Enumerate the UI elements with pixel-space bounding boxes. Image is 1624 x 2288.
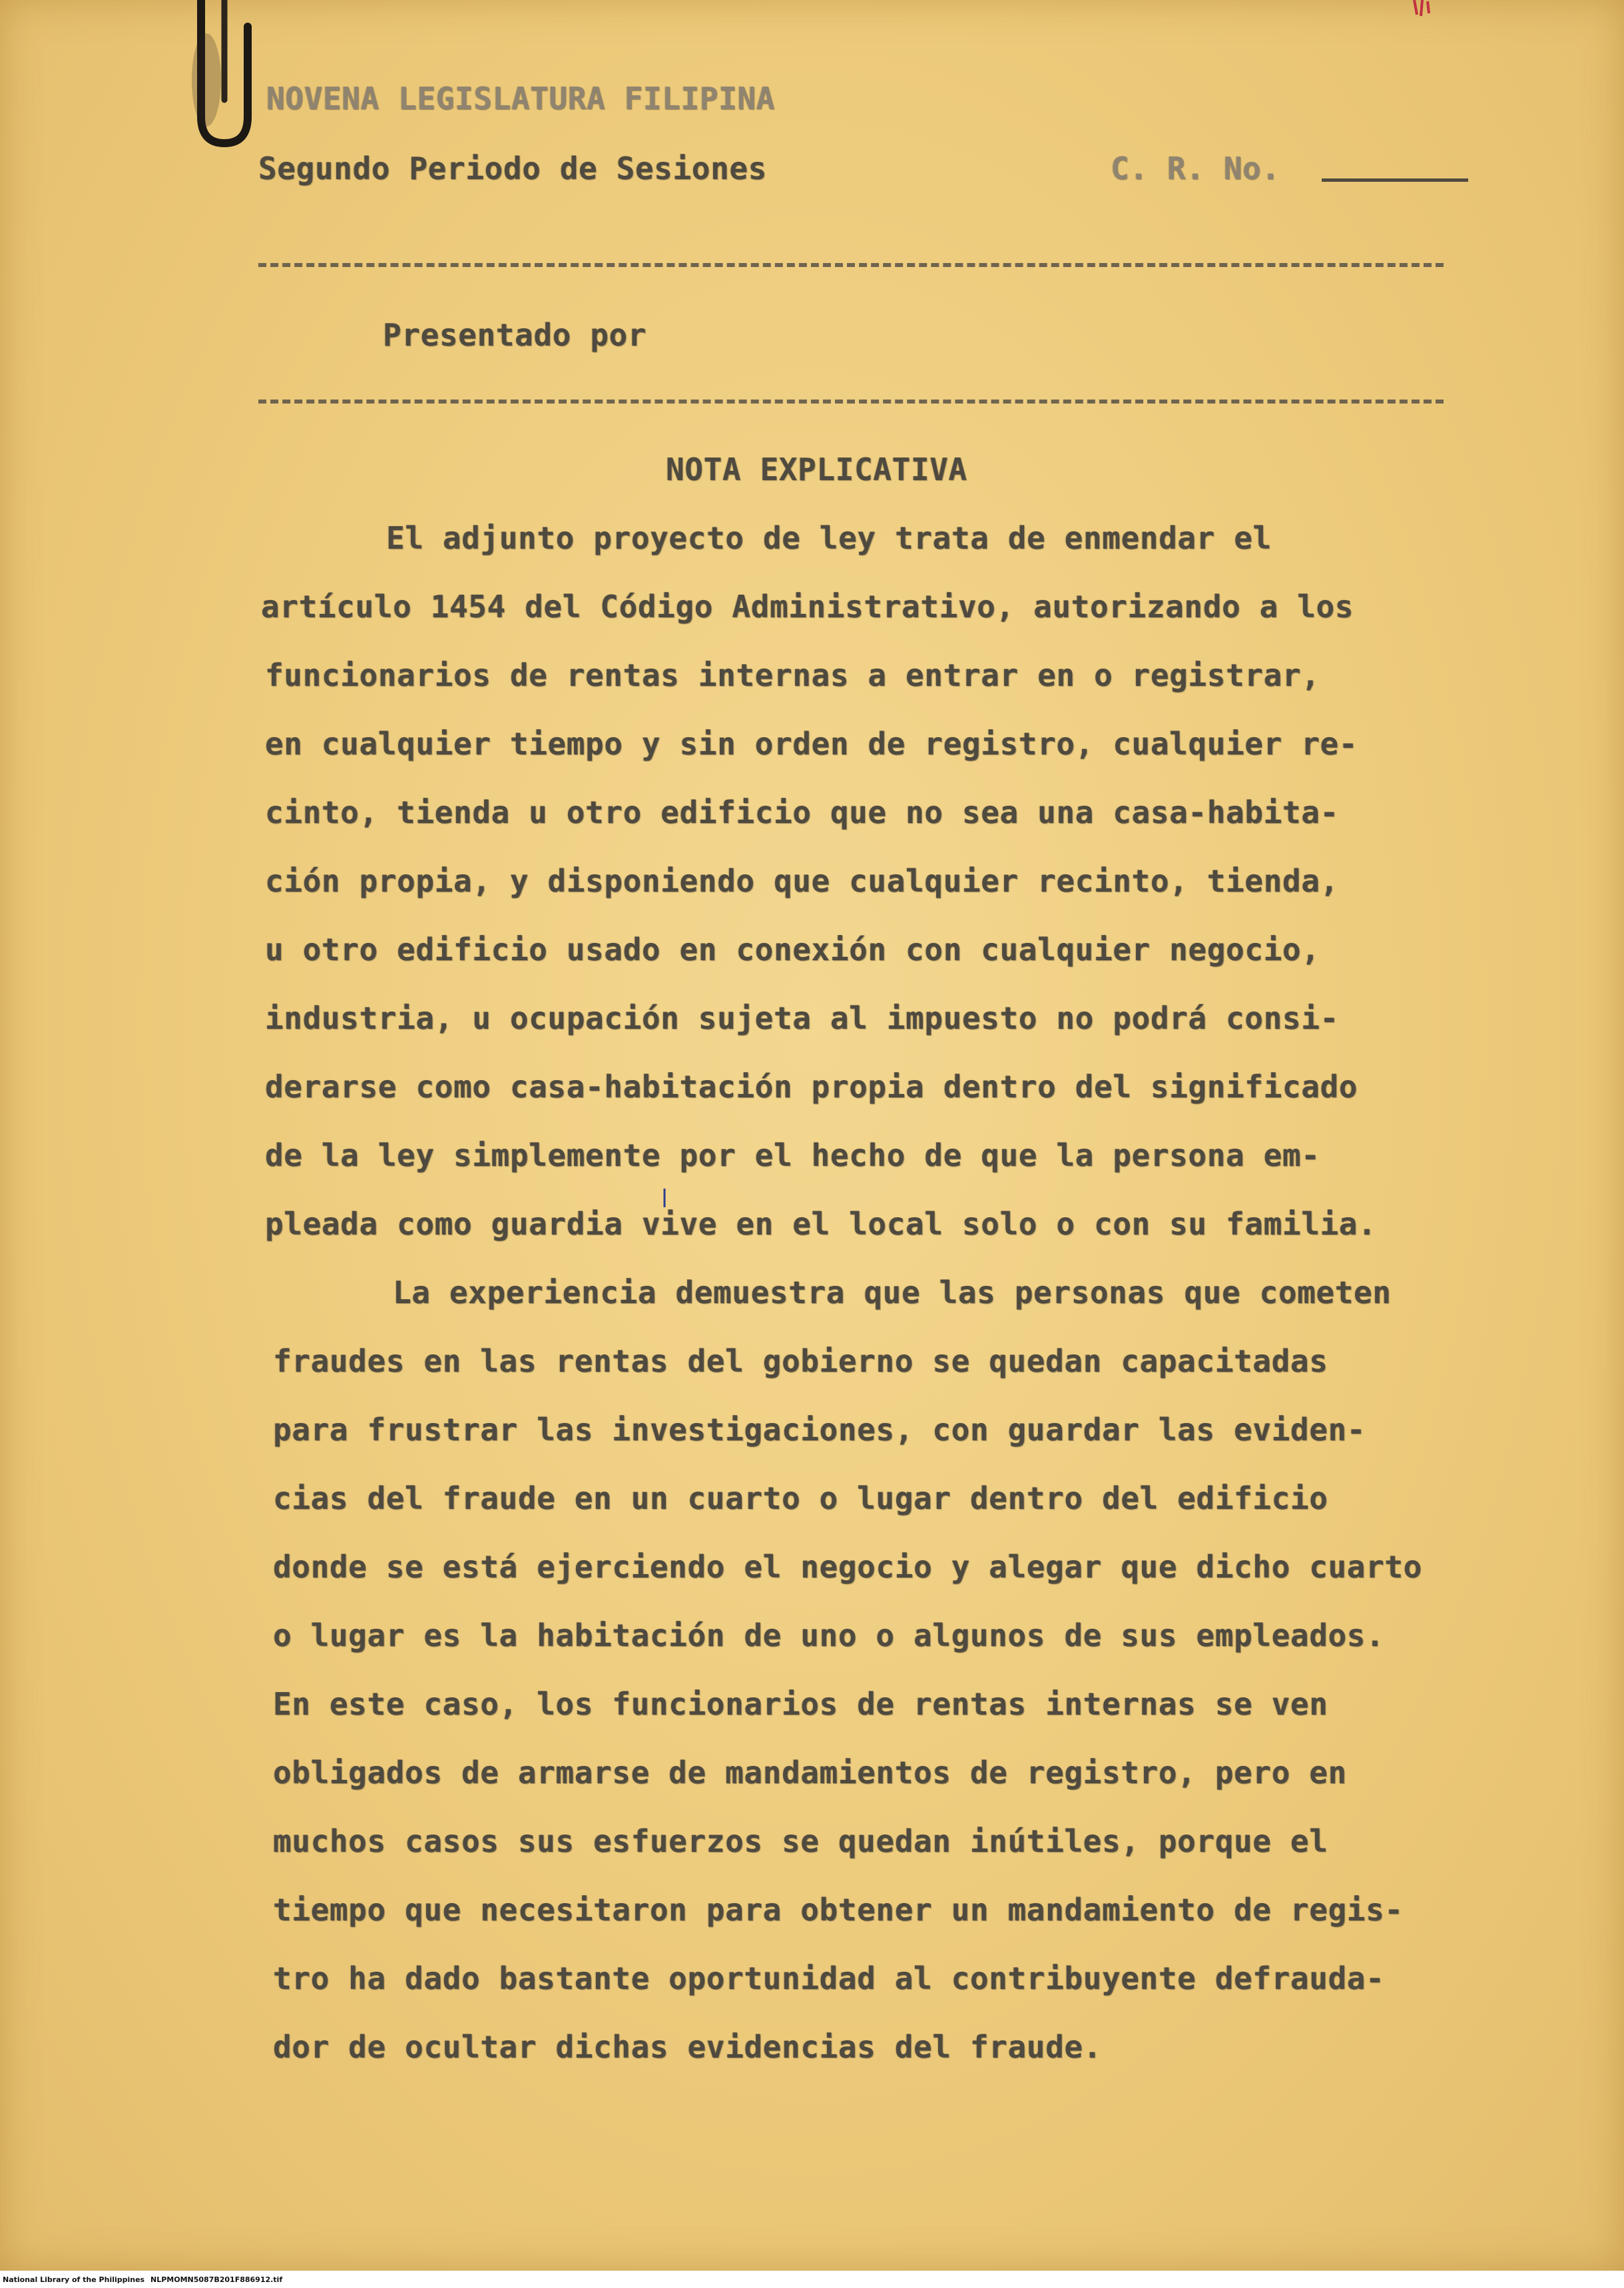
presented-by-label: Presentado por bbox=[383, 317, 647, 353]
pen-correction-mark bbox=[651, 1189, 678, 1222]
body-line: derarse como casa-habitación propia dentro del significado bbox=[265, 1069, 1358, 1105]
body-line: La experiencia demuestra que las personas que cometen bbox=[393, 1275, 1392, 1310]
body-line: donde se está ejerciendo el negocio y alegar que dicho cuarto bbox=[273, 1549, 1422, 1585]
scan-footer bbox=[0, 2273, 1624, 2288]
session-heading: Segundo Periodo de Sesiones bbox=[258, 150, 767, 186]
body-line: funcionarios de rentas internas a entrar en o registrar, bbox=[265, 657, 1320, 693]
body-line: obligados de armarse de mandamientos de registro, pero en bbox=[273, 1755, 1347, 1791]
body-line: artículo 1454 del Código Administrativo, autorizando a los bbox=[261, 589, 1354, 625]
bill-number-label: C. R. No. bbox=[1111, 150, 1280, 186]
body-line: ción propia, y disponiendo que cualquier recinto, tienda, bbox=[265, 863, 1339, 899]
body-line: pleada como guardia vive en el local solo o con su familia. bbox=[265, 1206, 1377, 1242]
body-line: industria, u ocupación sujeta al impuesto no podrá consi- bbox=[265, 1000, 1339, 1036]
file-identifier: NLPMOMN5087B201F886912.tif bbox=[150, 2275, 283, 2284]
document-title: NOTA EXPLICATIVA bbox=[666, 451, 967, 487]
body-line: fraudes en las rentas del gobierno se quedan capacitadas bbox=[273, 1343, 1328, 1379]
body-line: cinto, tienda u otro edificio que no sea una casa-habita- bbox=[265, 794, 1339, 830]
paper-clip-icon bbox=[188, 0, 268, 153]
body-line: tro ha dado bastante oportunidad al contribuyente defrauda- bbox=[273, 1960, 1385, 1996]
body-line: en cualquier tiempo y sin orden de registro, cualquier re- bbox=[265, 726, 1358, 762]
bill-number-blank bbox=[1322, 178, 1468, 182]
library-credit: National Library of the Philippines bbox=[3, 2275, 145, 2284]
body-line: muchos casos sus esfuerzos se quedan inútiles, porque el bbox=[273, 1823, 1328, 1859]
red-ink-mark bbox=[1410, 0, 1437, 20]
body-line: El adjunto proyecto de ley trata de enmendar el bbox=[386, 520, 1272, 556]
body-line: u otro edificio usado en conexión con cualquier negocio, bbox=[265, 932, 1320, 968]
divider-line bbox=[258, 400, 1444, 404]
body-line: o lugar es la habitación de uno o algunos de sus empleados. bbox=[273, 1617, 1385, 1653]
body-line: dor de ocultar dichas evidencias del fraude. bbox=[273, 2029, 1102, 2065]
body-line: cias del fraude en un cuarto o lugar dentro del edificio bbox=[273, 1480, 1328, 1516]
divider-line bbox=[258, 263, 1444, 267]
body-line: En este caso, los funcionarios de rentas internas se ven bbox=[273, 1686, 1328, 1722]
body-line: tiempo que necesitaron para obtener un mandamiento de regis- bbox=[273, 1892, 1404, 1928]
legislature-heading: NOVENA LEGISLATURA FILIPINA bbox=[266, 81, 775, 117]
body-line: para frustrar las investigaciones, con guardar las eviden- bbox=[273, 1412, 1366, 1448]
body-line: de la ley simplemente por el hecho de que la persona em- bbox=[265, 1137, 1320, 1173]
